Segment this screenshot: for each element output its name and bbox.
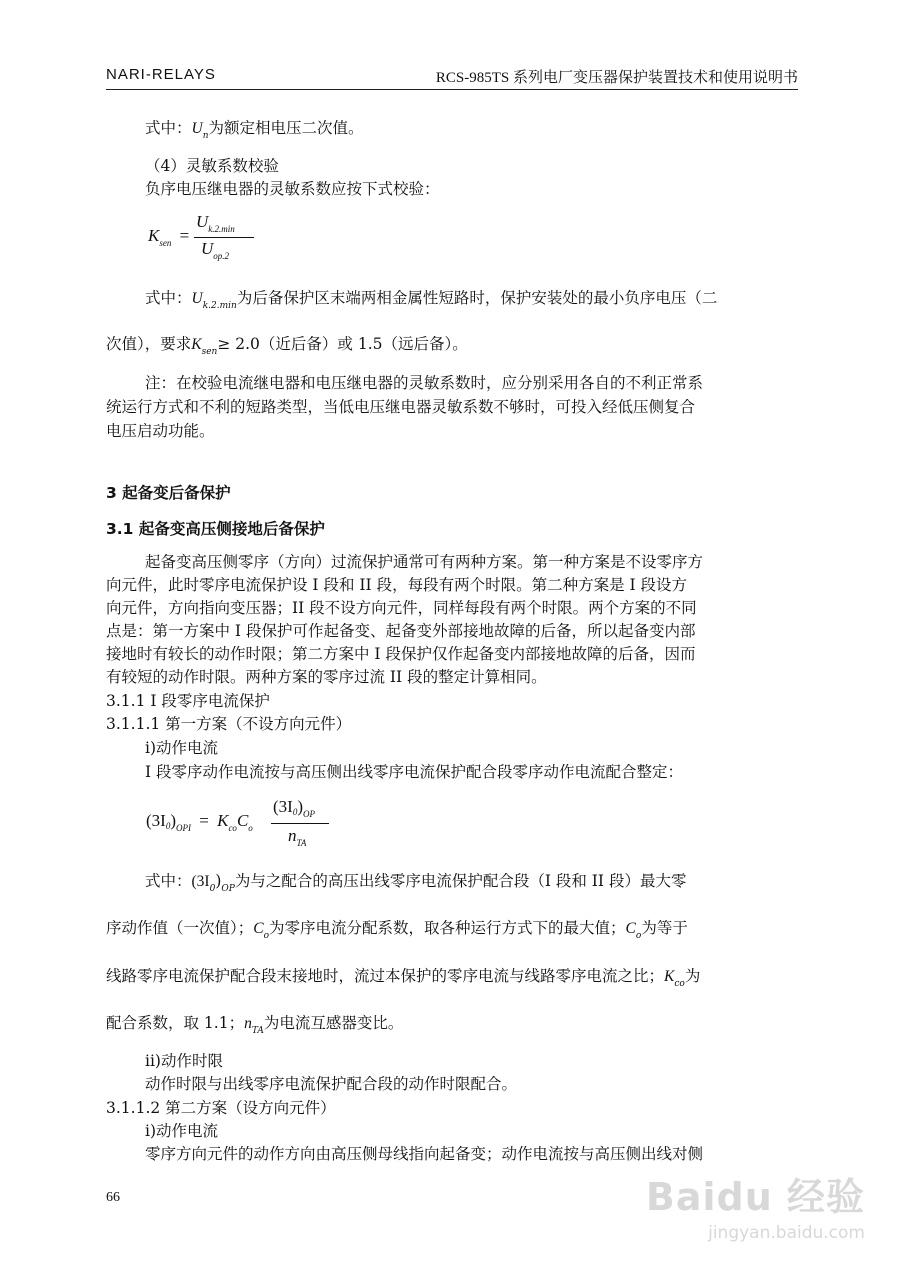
- formula-numerator: $U_{k.2.min}$: [196, 212, 235, 234]
- fraction-bar: [194, 237, 254, 238]
- paragraph-line: 零序方向元件的动作方向由高压侧母线指向起备变；动作电流按与高压侧出线对侧: [145, 1145, 704, 1163]
- paragraph-line: 向元件，方向指向变压器；II 段不设方向元件，同样每段有两个时限。两个方案的不同: [106, 599, 697, 617]
- item-label: i)动作电流: [145, 739, 219, 757]
- subsection-title: （4）灵敏系数校验: [145, 157, 279, 175]
- formula2-numerator: $(3I_0)_{OP}$: [273, 797, 315, 819]
- page-number: 66: [106, 1190, 120, 1205]
- paragraph-line: 接地时有较长的动作时限；第二方案中 I 段保护仅作起备变内部接地故障的后备，因而: [106, 645, 696, 663]
- formula-ksen: $K_{sen}$ =: [148, 226, 190, 248]
- formula2-denominator: $n_{TA}$: [288, 826, 307, 848]
- text-line: 线路零序电流保护配合段末接地时，流过本保护的零序电流与线路零序电流之比；$K_{co}$为: [106, 967, 701, 989]
- paragraph-line: 动作时限与出线零序电流保护配合段的动作时限配合。: [145, 1075, 518, 1093]
- item-label: ii)动作时限: [145, 1052, 223, 1070]
- paragraph-line: 向元件，此时零序电流保护设 I 段和 II 段，每段有两个时限。第二种方案是 I 段设方: [106, 576, 688, 594]
- text-line: 式中：$U_n$为额定相电压二次值。: [145, 119, 364, 141]
- formula-denominator: $U_{op.2}$: [201, 239, 230, 261]
- text-line: 负序电压继电器的灵敏系数应按下式校验：: [145, 180, 440, 198]
- item-label: i)动作电流: [145, 1122, 219, 1140]
- text-line: 配合系数，取 1.1；$n_{TA}$为电流互感器变比。: [106, 1014, 404, 1036]
- note-line: 电压启动功能。: [106, 422, 215, 440]
- subsection-3-1-1: 3.1.1 I 段零序电流保护: [106, 692, 270, 710]
- section-heading-3: 3 起备变后备保护: [106, 484, 231, 502]
- text-line: 序动作值（一次值）；$C_o$为零序电流分配系数，取各种运行方式下的最大值；$C_o$为等于: [106, 919, 688, 941]
- watermark-url: jingyan.baidu.com: [708, 1223, 865, 1243]
- text-line: 次值），要求$K_{sen}\ge 2.0$（近后备）或 1.5（远后备）。: [106, 335, 468, 357]
- paragraph-line: 起备变高压侧零序（方向）过流保护通常可有两种方案。第一种方案是不设零序方: [145, 553, 704, 571]
- fraction-bar: [271, 823, 329, 824]
- paragraph-line: 有较短的动作时限。两种方案的零序过流 II 段的整定计算相同。: [106, 668, 547, 686]
- subsection-3-1-1-2: 3.1.1.2 第二方案（设方向元件）: [106, 1099, 336, 1117]
- text-line: 式中：$U_{k.2.min}$为后备保护区末端两相金属性短路时，保护安装处的最小负序电压（二: [145, 289, 718, 311]
- note-line: 注：在校验电流继电器和电压继电器的灵敏系数时，应分别采用各自的不利正常系: [145, 374, 704, 392]
- text-line: 式中：$(3I_0)_{OP}$为与之配合的高压出线零序电流保护配合段（I 段和 II 段）最大零: [145, 872, 687, 894]
- paragraph-line: 点是：第一方案中 I 段保护可作起备变、起备变外部接地故障的后备，所以起备变内部: [106, 622, 696, 640]
- formula-3i0-opi: $(3I_0)_{OPI} = K_{co}C_o$: [146, 811, 253, 833]
- section-heading-3-1: 3.1 起备变高压侧接地后备保护: [106, 520, 325, 538]
- note-line: 统运行方式和不利的短路类型，当低电压继电器灵敏系数不够时，可投入经低压侧复合: [106, 398, 696, 416]
- header-left: NARI-RELAYS: [106, 66, 216, 83]
- header-right: RCS-985TS 系列电厂变压器保护装置技术和使用说明书: [435, 70, 798, 86]
- subsection-3-1-1-1: 3.1.1.1 第一方案（不设方向元件）: [106, 715, 352, 733]
- watermark: [646, 1166, 865, 1243]
- header-rule: [106, 89, 798, 90]
- watermark-logo: Baidu 经验: [645, 1175, 865, 1219]
- paragraph-line: I 段零序动作电流按与高压侧出线零序电流保护配合段零序动作电流配合整定：: [145, 763, 684, 781]
